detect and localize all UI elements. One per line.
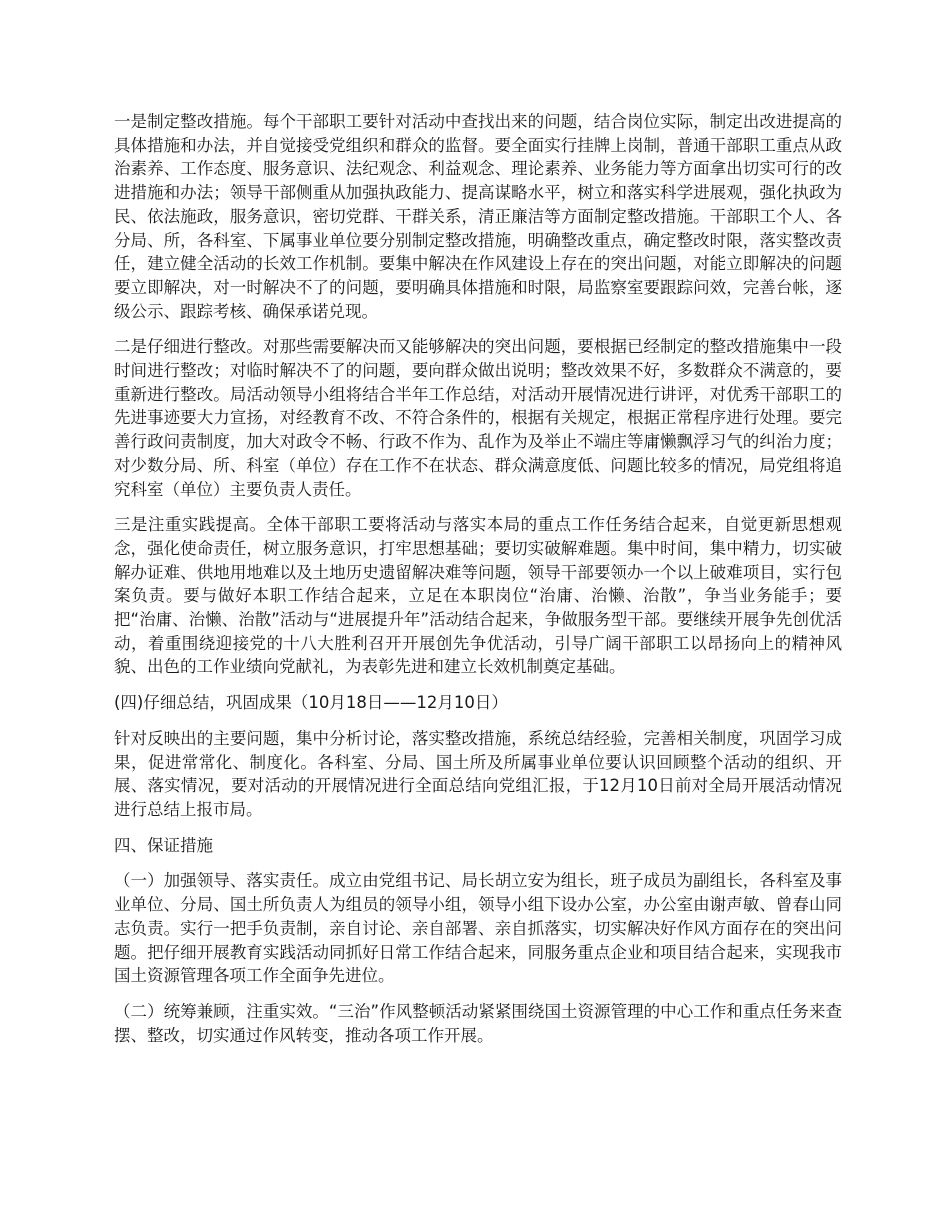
paragraph-rectification-measures: 一是制定整改措施。每个干部职工要针对活动中查找出来的问题，结合岗位实际，制定出改进提高的具体措施和办法，并自觉接受党组织和群众的监督。要全面实行挂牌上岗制，普通干部职工重点从政治素养、工作态度、服务意识、法纪观念、利益观念、理论素养、业务能力等方面拿出切实可行的改进措施和办法；领导干部侧重从加强执政能力、提高谋略水平，树立和落实科学进展观，强化执政为民、依法施政，服务意识，密切党群、干群关系，清正廉洁等方面制定整改措施。干部职工个人、各分局、所，各科室、下属事业单位要分别制定整改措施，明确整改重点，确定整改时限，落实整改责任，建立健全活动的长效工作机制。要集中解决在作风建设上存在的突出问题，对能立即解决的问题要立即解决，对一时解决不了的问题，要明确具体措施和时限，局监察室要跟踪问效，完善台帐，逐级公示、跟踪考核、确保承诺兑现。: [114, 112, 842, 321]
paragraph-practice-improvement: 三是注重实践提高。全体干部职工要将活动与落实本局的重点工作任务结合起来，自觉更新思想观念，强化使命责任，树立服务意识，打牢思想基础；要切实破解难题。集中时间，集中精力，切实破解办证难、供地用地难以及土地历史遗留解决难等问题，领导干部要领办一个以上破难项目，实行包案负责。要与做好本职工作结合起来，立足在本职岗位“治庸、治懒、治散”，争当业务能手；要把“治庸、治懒、治散”活动与“进展提升年”活动结合起来，争做服务型干部。要继续开展争先创优活动，着重围绕迎接党的十八大胜利召开开展创先争优活动，引导广阔干部职工以昂扬向上的精神风貌、出色的工作业绩向党献礼，为表彰先进和建立长效机制奠定基础。: [114, 515, 842, 677]
paragraph-summary: 针对反映出的主要问题，集中分析讨论，落实整改措施，系统总结经验，完善相关制度，巩固学习成果，促进常常化、制度化。各科室、分局、国土所及所属事业单位要认识回顾整个活动的组织、开展、落实情况，要对活动的开展情况进行全面总结向党组汇报，于12月10日前对全局开展活动情况进行总结上报市局。: [114, 728, 842, 819]
paragraph-leadership: （一）加强领导、落实责任。成立由党组书记、局长胡立安为组长，班子成员为副组长，各科室及事业单位、分局、国土所负责人为组员的领导小组，领导小组下设办公室，办公室由谢声敏、曾春山同志负责。实行一把手负责制，亲自讨论、亲自部署、亲自抓落实，切实解决好作风方面存在的突出问题。把仔细开展教育实践活动同抓好日常工作结合起来，同服务重点企业和项目结合起来，实现我市国土资源管理各项工作全面争先进位。: [114, 871, 842, 986]
section-heading-guarantees: 四、保证措施: [114, 835, 213, 855]
paragraph-careful-rectification: 二是仔细进行整改。对那些需要解决而又能够解决的突出问题，要根据已经制定的整改措施集中一段时间进行整改；对临时解决不了的问题，要向群众做出说明；整改效果不好，多数群众不满意的，要重新进行整改。局活动领导小组将结合半年工作总结，对活动开展情况进行讲评，对优秀干部职工的先进事迹要大力宣扬，对经教育不改、不符合条件的，根据有关规定，根据正常程序进行处理。要完善行政问责制度，加大对政令不畅、行政不作为、乱作为及举止不端庄等庸懒飘浮习气的纠治力度；对少数分局、所、科室（单位）存在工作不在状态、群众满意度低、问题比较多的情况，局党组将追究科室（单位）主要负责人责任。: [114, 337, 842, 499]
section-heading-summary: (四)仔细总结，巩固成果（10月18日——12月10日）: [114, 693, 508, 713]
document-body: [114, 110, 842, 1059]
paragraph-coordination: （二）统筹兼顾，注重实效。“三治”作风整顿活动紧紧围绕国土资源管理的中心工作和重点任务来查摆、整改，切实通过作风转变，推动各项工作开展。: [114, 1001, 842, 1045]
